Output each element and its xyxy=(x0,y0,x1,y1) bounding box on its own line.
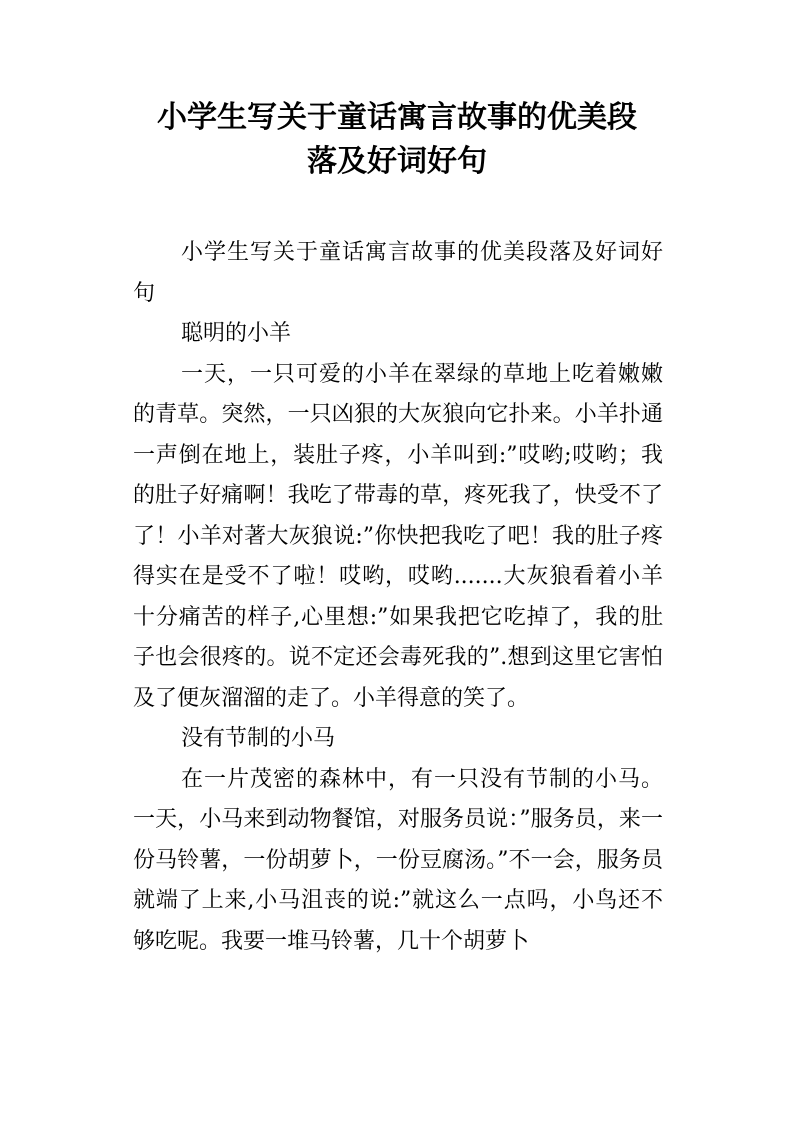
title-line-2: 落及好词好句 xyxy=(307,144,487,179)
story-paragraph-smart-lamb: 一天，一只可爱的小羊在翠绿的草地上吃着嫩嫩的青草。突然，一只凶狠的大灰狼向它扑来。小羊扑通一声倒在地上，装肚子疼，小羊叫到:”哎哟;哎哟；我的肚子好痛啊！我吃了带毒的草，疼死我了，快受不了了！小羊对著大灰狼说:”你快把我吃了吧！我的肚子疼得实在是受不了啦！哎哟，哎哟.......大灰狼看着小羊十分痛苦的样子,心里想:”如果我把它吃掉了，我的肚子也会很疼的。说不定还会毒死我的”.想到这里它害怕及了便灰溜溜的走了。小羊得意的笑了。 xyxy=(133,361,663,711)
title-line-1: 小学生写关于童话寓言故事的优美段 xyxy=(157,100,637,135)
story-paragraph-greedy-pony: 在一片茂密的森林中，有一只没有节制的小马。一天，小马来到动物餐馆，对服务员说：”服务员，来一份马铃薯，一份胡萝卜，一份豆腐汤。”不一会，服务员就端了上来,小马沮丧的说:”就这么一点吗，小鸟还不够吃呢。我要一堆马铃薯，几十个胡萝卜 xyxy=(133,766,663,954)
document-body xyxy=(133,233,663,962)
section-heading-smart-lamb: 聪明的小羊 xyxy=(181,321,292,346)
section-heading-greedy-pony: 没有节制的小马 xyxy=(181,726,336,751)
intro-paragraph: 小学生写关于童话寓言故事的优美段落及好词好句 xyxy=(133,240,663,306)
document-title xyxy=(100,96,694,184)
